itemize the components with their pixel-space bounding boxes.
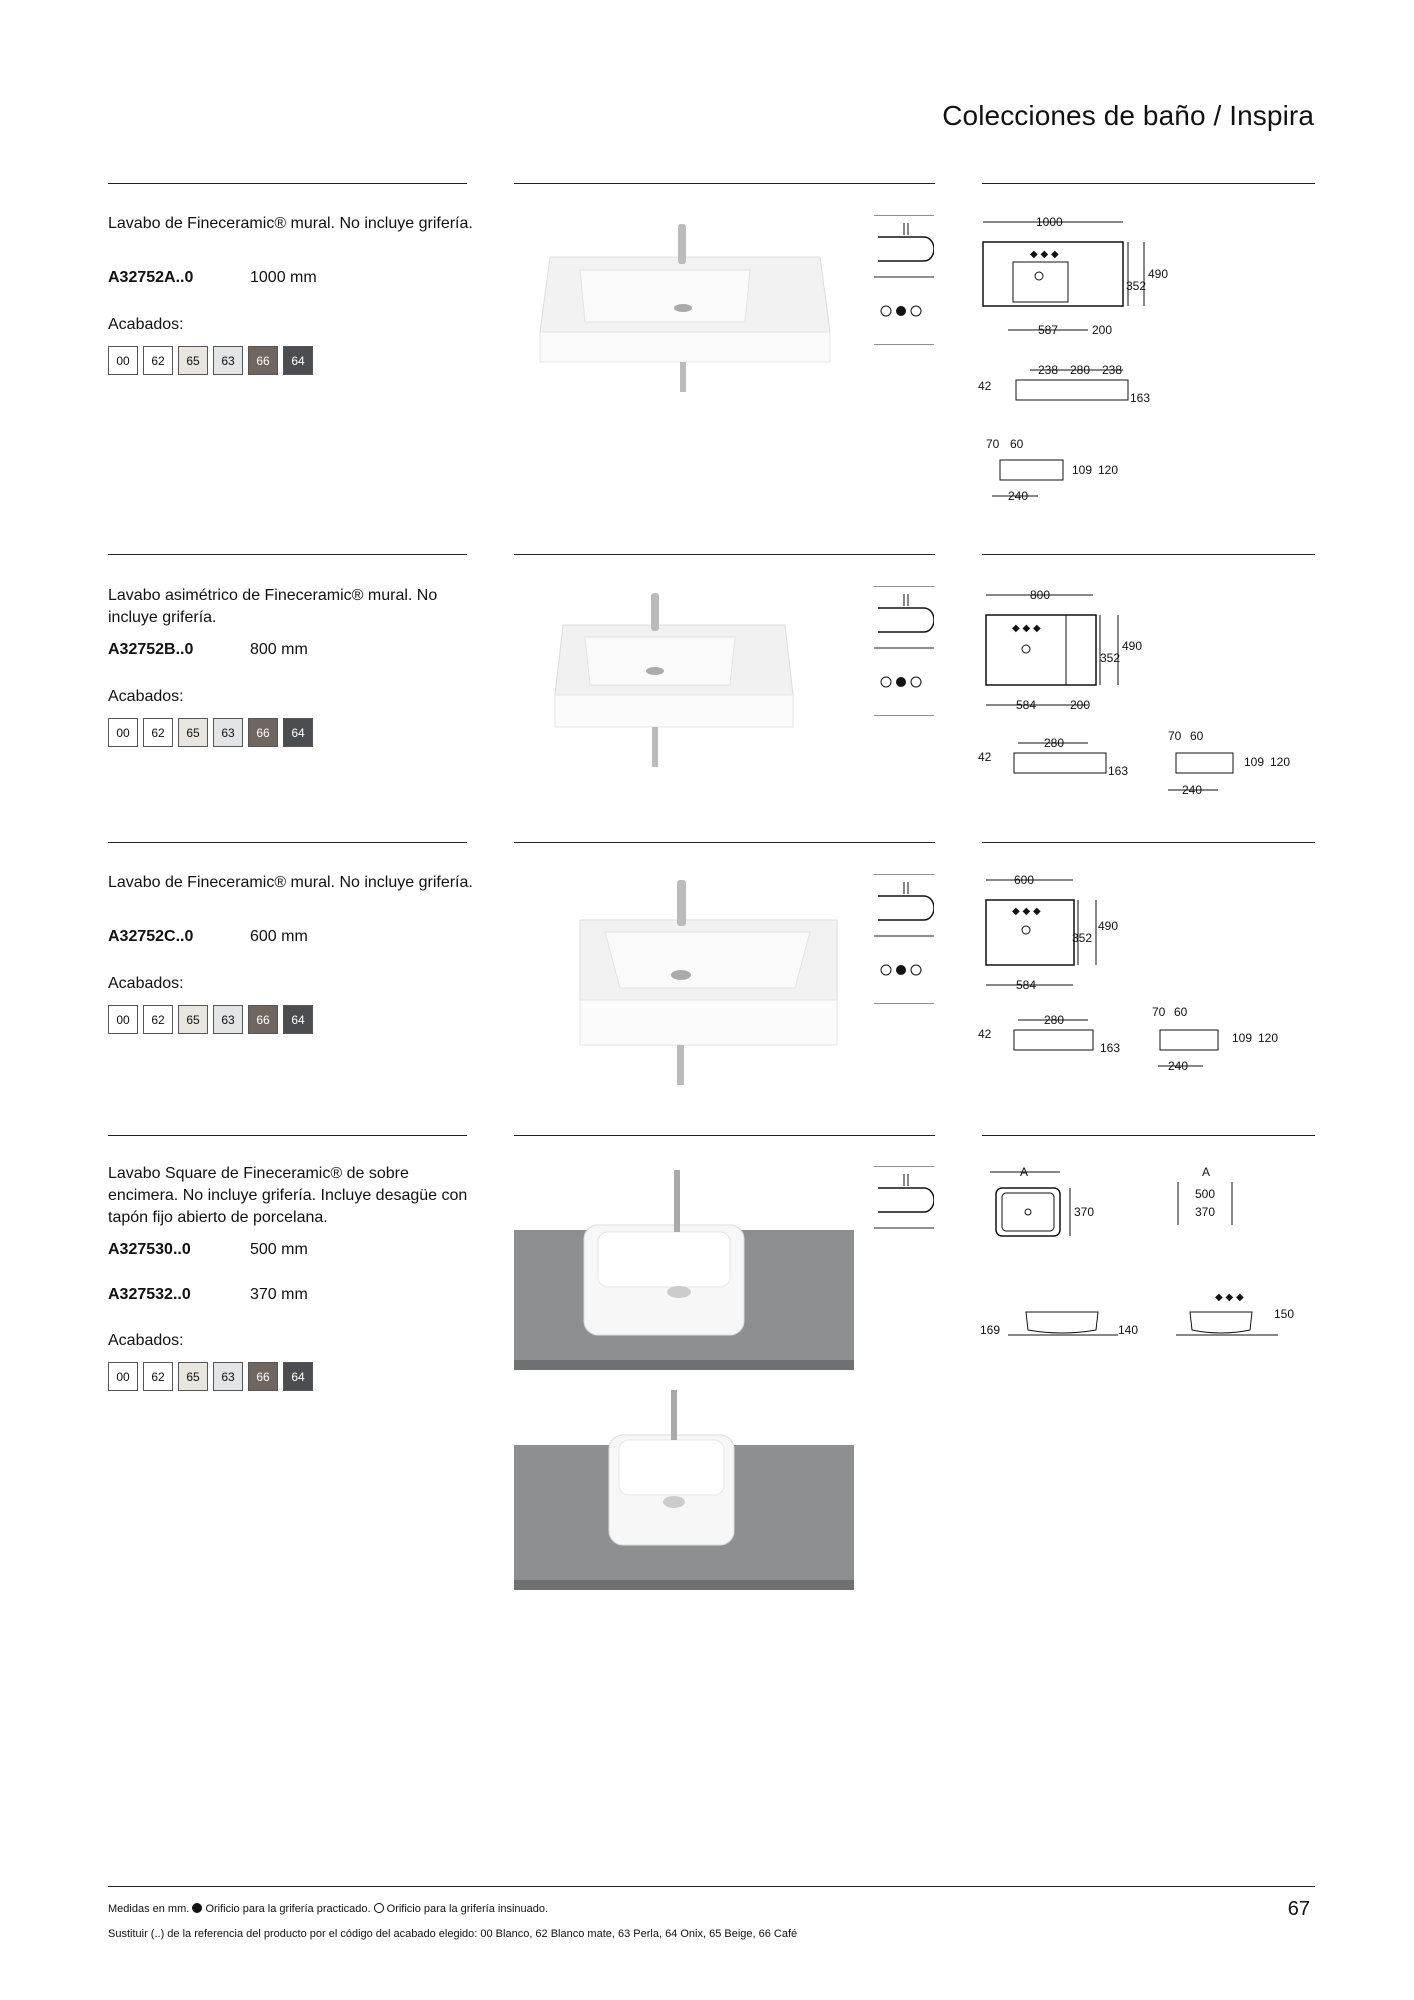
divider (108, 183, 467, 184)
divider (108, 842, 467, 843)
finishes-label: Acabados: (108, 1332, 184, 1349)
svg-text:240: 240 (1168, 1059, 1189, 1073)
finish-swatches (108, 1005, 313, 1034)
finish-swatches (108, 346, 313, 375)
svg-text:800: 800 (1030, 588, 1051, 602)
divider (982, 842, 1315, 843)
finish-swatch-66: 66 (248, 1005, 278, 1034)
countertop-mount-icon (874, 1166, 934, 1232)
technical-drawing-1000 (978, 212, 1188, 512)
svg-text:70: 70 (986, 437, 1000, 451)
finish-swatch-62: 62 (143, 718, 173, 747)
product-description: Lavabo asimétrico de Fineceramic® mural. No incluye grifería. (108, 587, 438, 626)
svg-text:163: 163 (1100, 1041, 1121, 1055)
finish-swatch-65: 65 (178, 718, 208, 747)
product-photo-washbasin-1000 (530, 212, 845, 392)
finishes-label: Acabados: (108, 975, 184, 992)
svg-text:◆ ◆ ◆: ◆ ◆ ◆ (1030, 249, 1059, 260)
svg-text:60: 60 (1010, 437, 1024, 451)
finishes-label: Acabados: (108, 688, 184, 705)
svg-text:280: 280 (1070, 363, 1091, 377)
footer-legend-filled: Orificio para la grifería practicado. (205, 1903, 371, 1915)
finish-swatch-63: 63 (213, 1362, 243, 1391)
technical-drawing-600 (978, 870, 1308, 1085)
page-number: 67 (1287, 1898, 1310, 1920)
svg-text:352: 352 (1072, 931, 1093, 945)
finish-swatch-66: 66 (248, 346, 278, 375)
svg-text:370: 370 (1195, 1205, 1216, 1219)
svg-text:584: 584 (1016, 978, 1037, 992)
divider (982, 183, 1315, 184)
finishes-label: Acabados: (108, 316, 184, 333)
dim-depth: 352 (1126, 279, 1147, 293)
product-size: 600 mm (250, 928, 308, 945)
divider (514, 554, 935, 555)
svg-text:238: 238 (1038, 363, 1059, 377)
finish-swatch-66: 66 (248, 718, 278, 747)
svg-text:120: 120 (1258, 1031, 1279, 1045)
finish-swatch-66: 66 (248, 1362, 278, 1391)
filled-dot-icon (192, 1903, 202, 1913)
product-size: 370 mm (250, 1286, 308, 1303)
divider (514, 842, 935, 843)
finish-swatch-64: 64 (283, 1005, 313, 1034)
divider (514, 183, 935, 184)
hollow-dot-icon (374, 1903, 384, 1913)
finish-swatch-00: 00 (108, 718, 138, 747)
dim-seg: 200 (1092, 323, 1113, 337)
product-reference: A32752B..0 (108, 641, 194, 658)
svg-text:A: A (1202, 1165, 1211, 1179)
footer-note: Sustituir (..) de la referencia del producto por el código del acabado elegido: 00 Blanco, 62 Blanco mate, 63 Perla, 64 Onix, 65 Beige, 66 Café (108, 1928, 798, 1940)
svg-text:240: 240 (1182, 783, 1203, 797)
product-photo-washbasin-600 (565, 870, 855, 1095)
footer-legend (108, 1903, 548, 1915)
wall-mount-icon (874, 874, 934, 1004)
svg-text:280: 280 (1044, 736, 1065, 750)
svg-text:280: 280 (1044, 1013, 1065, 1027)
product-photo-square-basin-500 (514, 1170, 854, 1370)
page-title: Colecciones de baño / Inspira (942, 100, 1314, 131)
svg-text:109: 109 (1244, 755, 1265, 769)
product-description: Lavabo de Fineceramic® mural. No incluye grifería. (108, 874, 473, 891)
product-size: 500 mm (250, 1241, 308, 1258)
finish-swatch-65: 65 (178, 346, 208, 375)
technical-drawing-800 (978, 585, 1308, 810)
product-photo-square-basin-370 (514, 1390, 854, 1590)
svg-text:163: 163 (1130, 391, 1151, 405)
svg-text:70: 70 (1152, 1005, 1166, 1019)
svg-text:42: 42 (978, 1027, 992, 1041)
svg-text:A: A (1020, 1165, 1029, 1179)
svg-text:◆ ◆ ◆: ◆ ◆ ◆ (1012, 906, 1041, 917)
dim-seg: 587 (1038, 323, 1059, 337)
svg-text:109: 109 (1232, 1031, 1253, 1045)
svg-text:120: 120 (1270, 755, 1291, 769)
product-reference: A327532..0 (108, 1286, 191, 1303)
svg-text:490: 490 (1098, 919, 1119, 933)
finish-swatch-63: 63 (213, 346, 243, 375)
svg-text:584: 584 (1016, 698, 1037, 712)
finish-swatch-65: 65 (178, 1362, 208, 1391)
product-description: Lavabo de Fineceramic® mural. No incluye grifería. (108, 215, 473, 232)
finish-swatch-00: 00 (108, 1362, 138, 1391)
divider (108, 554, 467, 555)
svg-text:150: 150 (1274, 1307, 1295, 1321)
divider (982, 554, 1315, 555)
finish-swatch-63: 63 (213, 718, 243, 747)
svg-text:60: 60 (1190, 729, 1204, 743)
finish-swatch-62: 62 (143, 1005, 173, 1034)
footer-divider (108, 1886, 1315, 1887)
svg-text:70: 70 (1168, 729, 1182, 743)
finish-swatch-63: 63 (213, 1005, 243, 1034)
wall-mount-icon (874, 215, 934, 345)
svg-text:42: 42 (978, 750, 992, 764)
finish-swatch-64: 64 (283, 346, 313, 375)
svg-text:140: 140 (1118, 1323, 1139, 1337)
finish-swatch-00: 00 (108, 346, 138, 375)
technical-drawing-square (978, 1160, 1308, 1350)
product-photo-washbasin-800 (545, 585, 815, 775)
finish-swatches (108, 718, 313, 747)
finish-swatch-65: 65 (178, 1005, 208, 1034)
footer-legend-hollow: Orificio para la grifería insinuado. (386, 1903, 549, 1915)
finish-swatches (108, 1362, 313, 1391)
divider (108, 1135, 467, 1136)
product-reference: A32752A..0 (108, 269, 194, 286)
finish-swatch-64: 64 (283, 1362, 313, 1391)
svg-text:169: 169 (980, 1323, 1001, 1337)
svg-text:352: 352 (1100, 651, 1121, 665)
product-reference: A327530..0 (108, 1241, 191, 1258)
svg-text:490: 490 (1122, 639, 1143, 653)
dim-depth-total: 490 (1148, 267, 1169, 281)
svg-text:120: 120 (1098, 463, 1119, 477)
product-description: Lavabo Square de Fineceramic® de sobre encimera. No incluye grifería. Incluye desagüe con tapón fijo abierto de porcelana. (108, 1165, 468, 1226)
dim-width: 1000 (1036, 215, 1063, 229)
svg-text:109: 109 (1072, 463, 1093, 477)
svg-text:200: 200 (1070, 698, 1091, 712)
svg-text:500: 500 (1195, 1187, 1216, 1201)
finish-swatch-00: 00 (108, 1005, 138, 1034)
svg-text:240: 240 (1008, 489, 1029, 503)
svg-text:163: 163 (1108, 764, 1129, 778)
svg-text:600: 600 (1014, 873, 1035, 887)
finish-swatch-62: 62 (143, 1362, 173, 1391)
svg-text:238: 238 (1102, 363, 1123, 377)
svg-text:42: 42 (978, 379, 992, 393)
svg-text:370: 370 (1074, 1205, 1095, 1219)
wall-mount-icon (874, 586, 934, 716)
svg-text:◆ ◆ ◆: ◆ ◆ ◆ (1215, 1292, 1244, 1303)
finish-swatch-62: 62 (143, 346, 173, 375)
product-size: 1000 mm (250, 269, 317, 286)
finish-swatch-64: 64 (283, 718, 313, 747)
svg-text:◆ ◆ ◆: ◆ ◆ ◆ (1012, 623, 1041, 634)
divider (982, 1135, 1315, 1136)
product-size: 800 mm (250, 641, 308, 658)
svg-text:60: 60 (1174, 1005, 1188, 1019)
footer-units: Medidas en mm. (108, 1903, 190, 1915)
product-reference: A32752C..0 (108, 928, 194, 945)
divider (514, 1135, 935, 1136)
